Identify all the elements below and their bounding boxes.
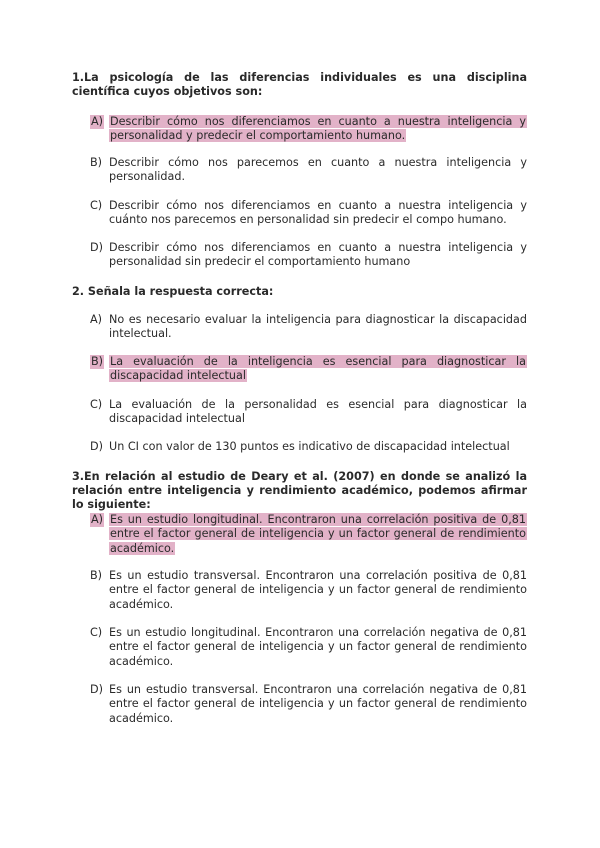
option-text: Un CI con valor de 130 puntos es indicativo de discapacidad intelectual [109, 440, 510, 453]
question-3-title: 3.En relación al estudio de Deary et al. (2007) en donde se analizó la relación entre inteligencia y rendimiento académico, podemos afirmar lo siguiente: [72, 470, 527, 511]
option-letter: B) [91, 355, 104, 368]
question-3-option-d [90, 683, 527, 726]
question-1-option-b [90, 156, 527, 185]
option-letter: C) [90, 626, 103, 639]
question-2-option-d [90, 440, 527, 454]
option-text: Describir cómo nos diferenciamos en cuanto a nuestra inteligencia y personalidad y predecir el comportamiento humano. [110, 115, 526, 143]
question-1-title: 1.La psicología de las diferencias individuales es una disciplina científica cuyos objetivos son: [72, 71, 527, 98]
question-2-option-b [90, 355, 527, 384]
option-text: Es un estudio transversal. Encontraron una correlación positiva de 0,81 entre el factor general de inteligencia y un factor general de rendimiento académico. [109, 569, 527, 611]
option-text: Describir cómo nos diferenciamos en cuanto a nuestra inteligencia y personalidad sin predecir el comportamiento humano [109, 241, 527, 269]
option-text: Es un estudio transversal. Encontraron una correlación negativa de 0,81 entre el factor general de inteligencia y un factor general de rendimiento académico. [109, 683, 527, 725]
option-letter: D) [90, 241, 103, 254]
question-3-option-b [90, 569, 527, 612]
question-3-option-c [90, 626, 527, 669]
option-text: Es un estudio longitudinal. Encontraron una correlación negativa de 0,81 entre el factor general de inteligencia y un factor general de rendimiento académico. [109, 626, 527, 668]
option-text: Es un estudio longitudinal. Encontraron una correlación positiva de 0,81 entre el factor general de inteligencia y un factor general de rendimiento académico. [110, 513, 526, 555]
option-text: La evaluación de la personalidad es esencial para diagnosticar la discapacidad intelectual [109, 398, 527, 426]
option-letter: C) [90, 398, 103, 411]
option-letter: B) [90, 569, 103, 582]
option-letter: D) [90, 440, 103, 453]
option-letter: A) [91, 115, 104, 128]
question-1-option-d [90, 241, 527, 270]
question-2-option-a [90, 313, 527, 342]
question-3-option-a [90, 513, 527, 556]
option-letter: C) [90, 199, 103, 212]
option-letter: A) [90, 313, 103, 326]
option-text: Describir cómo nos diferenciamos en cuanto a nuestra inteligencia y cuánto nos parecemos en personalidad sin predecir el compo humano. [109, 199, 527, 227]
option-letter: A) [91, 513, 104, 526]
question-1-option-c [90, 199, 527, 228]
option-letter: B) [90, 156, 103, 169]
question-2-title: 2. Señala la respuesta correcta: [72, 285, 274, 298]
question-1-option-a [90, 115, 527, 144]
option-letter: D) [90, 683, 103, 696]
option-text: Describir cómo nos parecemos en cuanto a nuestra inteligencia y personalidad. [109, 156, 527, 184]
option-text: La evaluación de la inteligencia es esencial para diagnosticar la discapacidad intelectual [110, 355, 526, 383]
question-2-option-c [90, 398, 527, 427]
option-text: No es necesario evaluar la inteligencia para diagnosticar la discapacidad intelectual. [109, 313, 527, 341]
